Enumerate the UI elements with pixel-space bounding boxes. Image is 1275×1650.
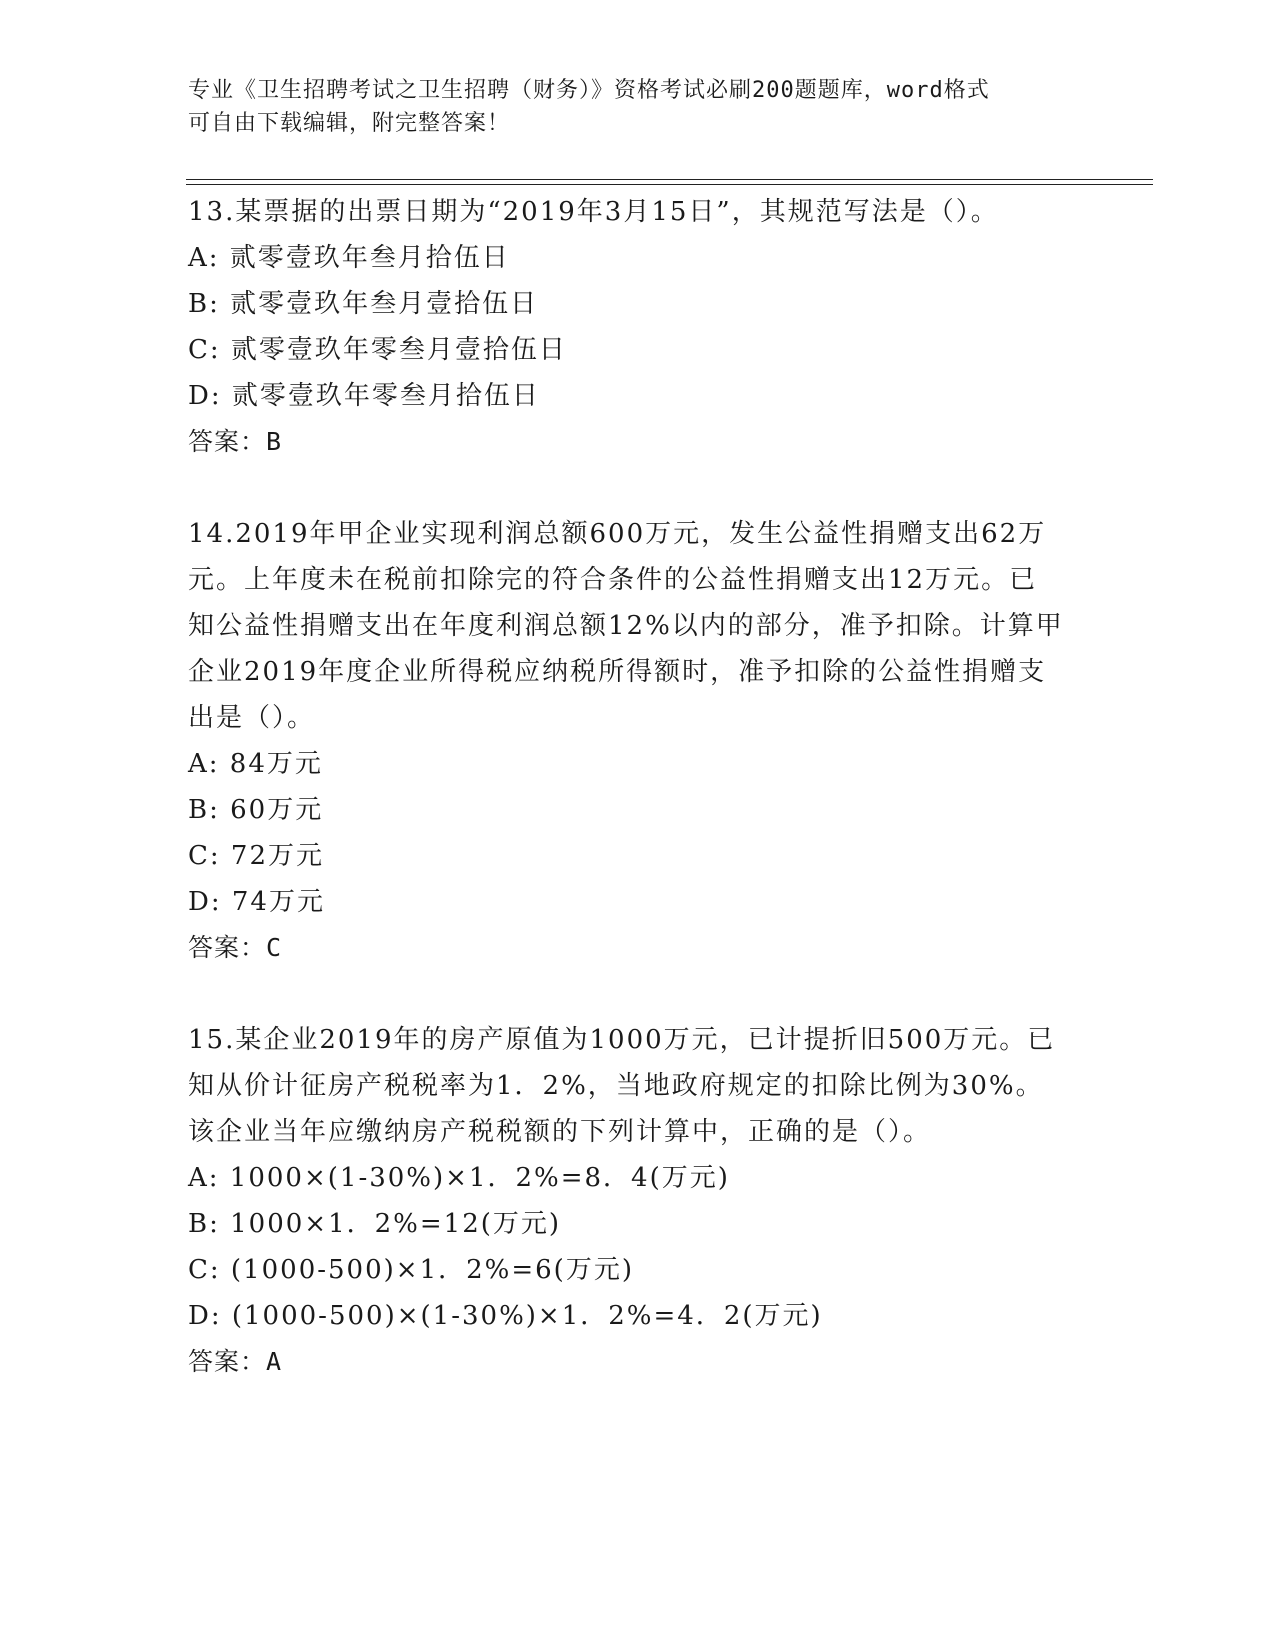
answer-label: 答案：A [188,1347,283,1376]
option-b: B: 1000×1．2%=12(万元) [188,1209,562,1239]
option-b: B: 60万元 [188,795,324,825]
question-spacer [188,465,1088,511]
question-text-line: 元。上年度未在税前扣除完的符合条件的公益性捐赠支出12万元。已 [188,565,1038,595]
question-14 [188,511,1088,971]
header-line-2: 可自由下载编辑，附完整答案！ [188,111,511,136]
question-13 [188,189,1088,465]
option-c: C: 贰零壹玖年零叁月壹拾伍日 [188,335,567,365]
option-c: C: 72万元 [188,841,325,871]
header-line-1: 专业《卫生招聘考试之卫生招聘（财务）》资格考试必刷200题题库，word格式 [188,78,990,103]
question-text-line: 14.2019年甲企业实现利润总额600万元，发生公益性捐赠支出62万 [188,519,1047,549]
question-15 [188,1017,1088,1385]
answer-label: 答案：B [188,427,283,456]
option-a: A: 84万元 [188,749,323,779]
question-text-line: 知从价计征房产税税率为1．2%，当地政府规定的扣除比例为30%。 [188,1071,1044,1101]
question-spacer [188,971,1088,1017]
question-list [188,189,1088,1385]
answer-label: 答案：C [188,933,283,962]
question-text-line: 知公益性捐赠支出在年度利润总额12%以内的部分，准予扣除。计算甲 [188,611,1064,641]
question-text-line: 企业2019年度企业所得税应纳税所得额时，准予扣除的公益性捐赠支 [188,657,1047,687]
option-d: D: (1000-500)×(1-30%)×1．2%=4．2(万元) [188,1301,823,1331]
document-header [188,74,1088,140]
question-text-line: 15.某企业2019年的房产原值为1000万元，已计提折旧500万元。已 [188,1025,1056,1055]
option-c: C: (1000-500)×1．2%=6(万元) [188,1255,634,1285]
option-b: B: 贰零壹玖年叁月壹拾伍日 [188,289,539,319]
header-divider-top [186,179,1153,180]
option-a: A: 贰零壹玖年叁月拾伍日 [188,243,510,273]
question-text: 13.某票据的出票日期为“2019年3月15日”，其规范写法是（）。 [188,197,999,227]
question-text-line: 出是（）。 [188,703,316,733]
question-text-line: 该企业当年应缴纳房产税税额的下列计算中，正确的是（）。 [188,1117,932,1147]
header-divider-bottom [186,184,1153,185]
option-a: A: 1000×(1-30%)×1．2%=8．4(万元) [188,1163,730,1193]
option-d: D: 贰零壹玖年零叁月拾伍日 [188,381,540,411]
option-d: D: 74万元 [188,887,325,917]
